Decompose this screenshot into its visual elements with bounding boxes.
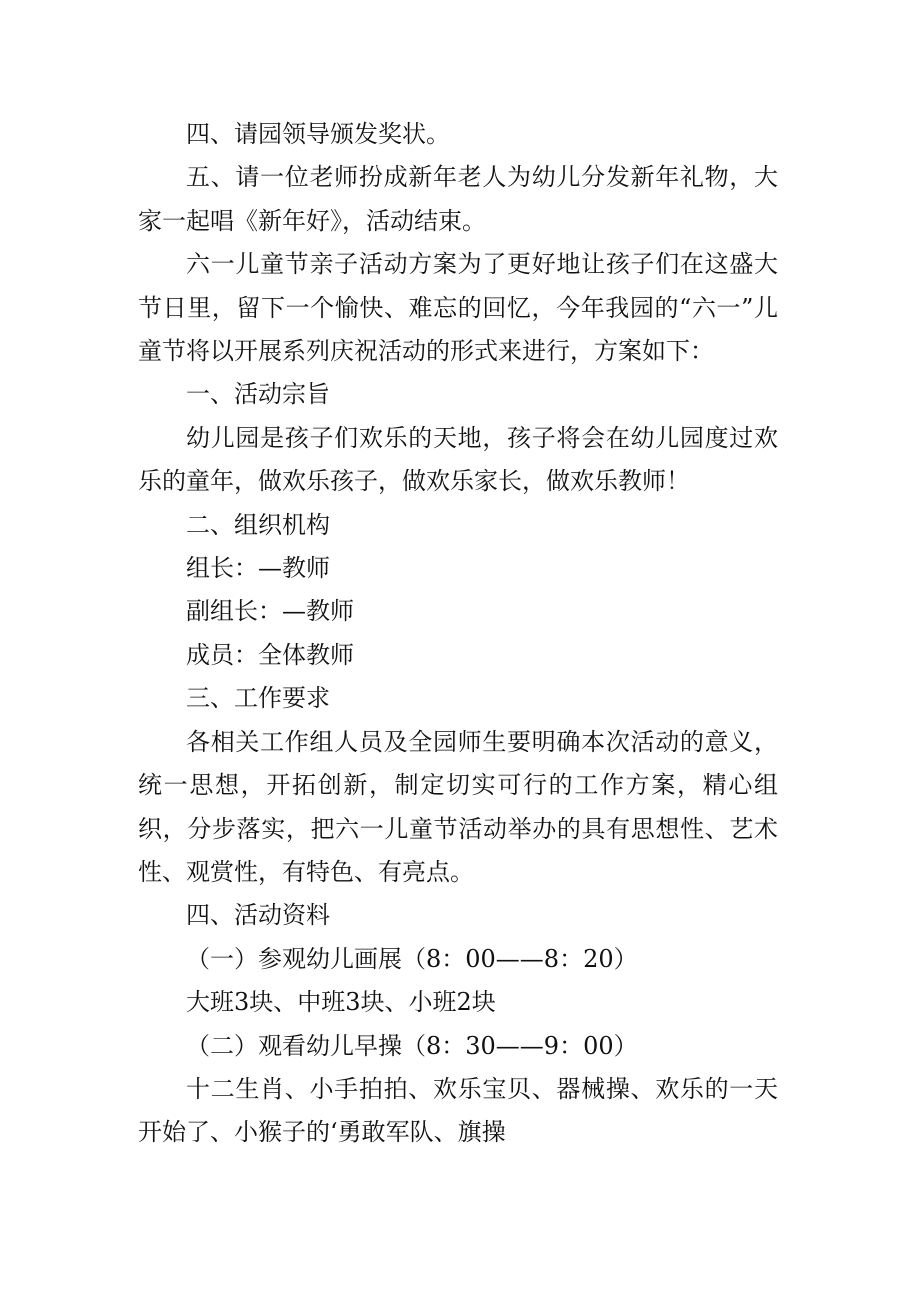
item-art-exhibition: （一）参观幼儿画展（8：00——8：20）: [186, 944, 638, 973]
paragraph-award: 四、请园领导颁发奖状。: [186, 120, 450, 148]
heading-organization: 二、组织机构: [186, 510, 330, 539]
paragraph-new-year-gifts: 五、请一位老师扮成新年老人为幼儿分发新年礼物，大家一起唱《新年好》，活动结束。: [138, 163, 778, 235]
heading-activity-materials: 四、活动资料: [186, 901, 330, 930]
paragraph-plan-intro: 六一儿童节亲子活动方案为了更好地让孩子们在这盛大节日里，留下一个愉快、难忘的回忆，今年我园的“六一”儿童节将以开展系列庆祝活动的形式来进行，方案如下：: [138, 250, 778, 366]
heading-work-requirements: 三、工作要求: [186, 684, 330, 713]
paragraph-exercise-list: 十二生肖、小手拍拍、欢乐宝贝、器械操、欢乐的一天开始了、小猴子的‘勇敢军队、旗操: [138, 1074, 778, 1147]
item-morning-exercise: （二）观看幼儿早操（8：30——9：00）: [186, 1031, 638, 1060]
paragraph-work-requirements: 各相关工作组人员及全园师生要明确本次活动的意义，统一思想，开拓创新，制定切实可行的工作方案，精心组织，分步落实，把六一儿童节活动举办的具有思想性、艺术性、观赏性，有特色、有亮点。: [138, 727, 778, 886]
line-group-leader: 组长：—教师: [186, 554, 330, 583]
document-body: [138, 113, 778, 1155]
heading-activity-purpose: 一、活动宗旨: [186, 380, 330, 409]
line-class-boards: 大班3块、中班3块、小班2块: [186, 988, 496, 1017]
paragraph-activity-purpose: 幼儿园是孩子们欢乐的天地，孩子将会在幼儿园度过欢乐的童年，做欢乐孩子，做欢乐家长，做欢乐教师！: [138, 423, 778, 496]
line-deputy-leader: 副组长：—教师: [186, 597, 354, 626]
line-members: 成员：全体教师: [186, 640, 354, 669]
